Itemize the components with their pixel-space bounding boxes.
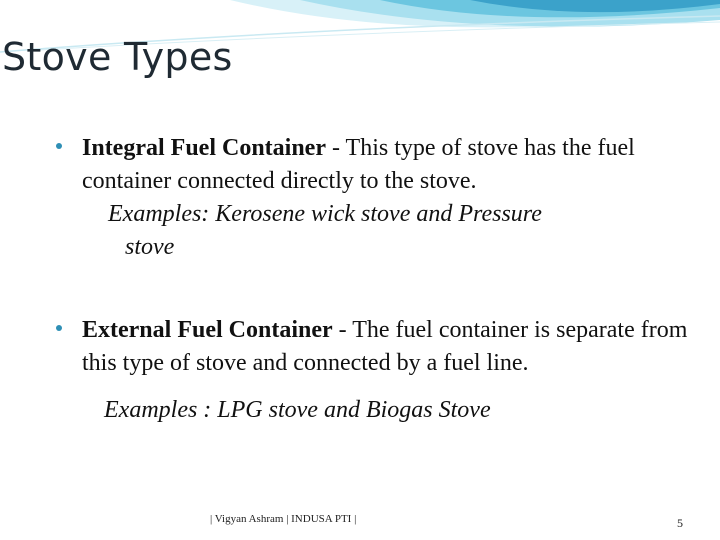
bullet-item-external [56, 314, 696, 427]
bullet-description: - This type of stove has the fuel container connected directly to the stove. [82, 135, 635, 194]
bullet-icon [56, 325, 62, 331]
example-line: Examples : LPG stove and Biogas Stove [104, 397, 491, 423]
slide-title: Stove Types [2, 35, 233, 79]
bullet-text [82, 314, 696, 380]
page-number: 5 [677, 516, 683, 530]
slide-footer: | Vigyan Ashram | INDUSA PTI | [210, 513, 357, 525]
example-line-continued: stove [125, 234, 175, 260]
bullet-term: Integral Fuel Container [82, 135, 326, 161]
bullet-text [82, 132, 696, 198]
bullet-example [104, 394, 696, 427]
bullet-item-integral [56, 132, 696, 264]
bullet-term: External Fuel Container [82, 317, 333, 343]
example-line: Examples: Kerosene wick stove and Pressure [108, 201, 542, 227]
bullet-icon [56, 143, 62, 149]
bullet-example [108, 198, 696, 264]
bullet-description: - The fuel container is separate from this type of stove and connected by a fuel line. [82, 317, 688, 376]
